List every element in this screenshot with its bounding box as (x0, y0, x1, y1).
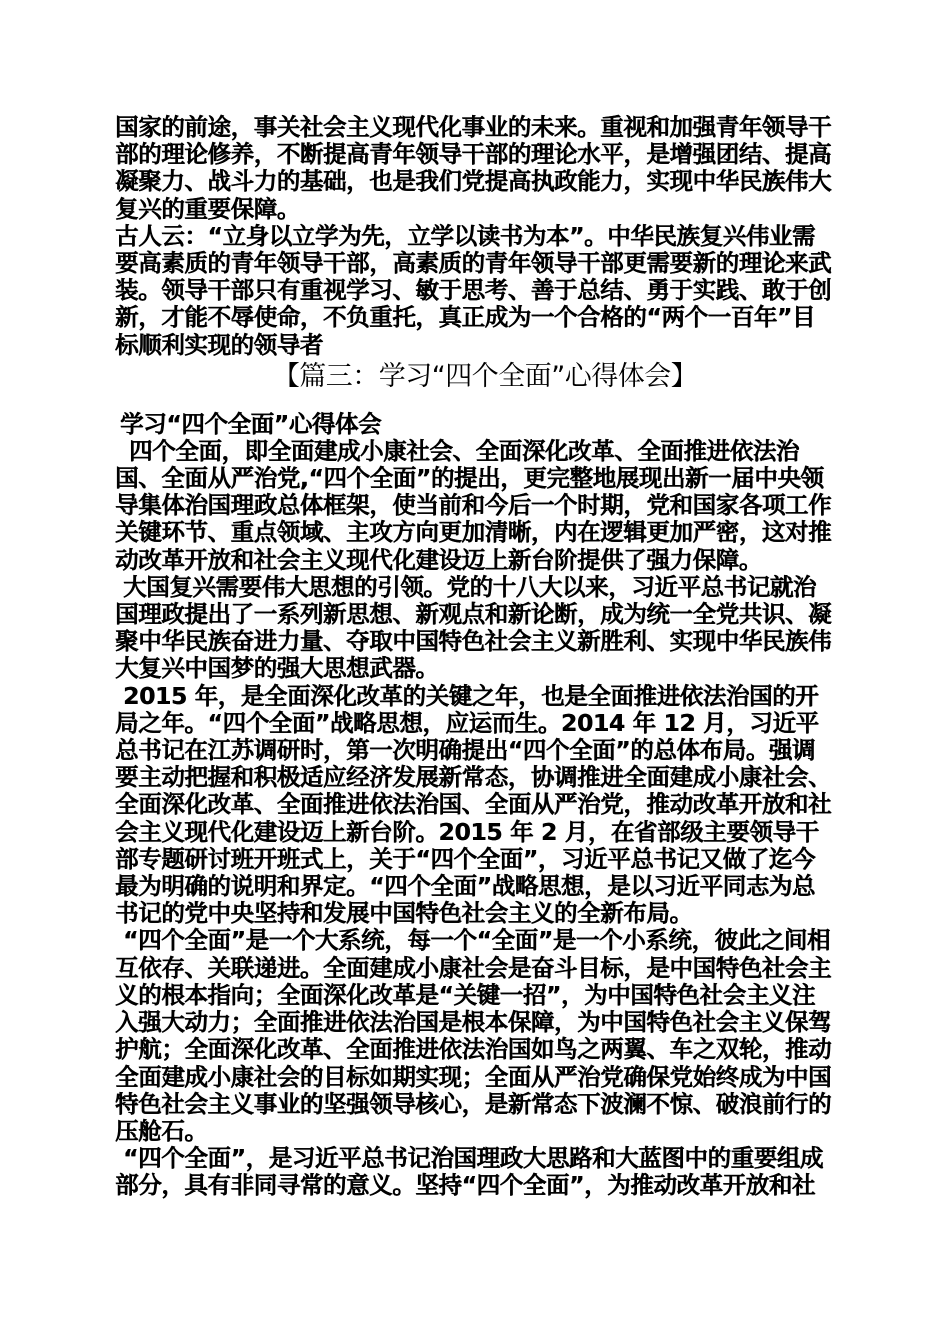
document-page (115, 114, 837, 1200)
body-paragraph: 2015 年，是全面深化改革的关键之年，也是全面推进依法治国的开局之年。“四个全面”战略思想，应运而生。2014 年 12 月，习近平总书记在江苏调研时，第一次明确提出“四个全面”的总体布局。强调要主动把握和积极适应经济发展新常态，协调推进全面建成小康社会、全面深化改革、全面推进依法治国、全面从严治党，推动改革开放和社会主义现代化建设迈上新台阶。2015 年 2 月，在省部级主要领导干部专题研讨班开班式上，关于“四个全面”，习近平总书记又做了迄今最为明确的说明和界定。“四个全面”战略思想，是以习近平同志为总书记的党中央坚持和发展中国特色社会主义的全新布局。 (115, 681, 832, 928)
body-paragraph: “四个全面”是一个大系统，每一个“全面”是一个小系统，彼此之间相互依存、关联递进。全面建成小康社会是奋斗目标，是中国特色社会主义的根本指向；全面深化改革是“关键一招”，为中国特色社会主义注入强大动力；全面推进依法治国是根本保障，为中国特色社会主义保驾护航；全面深化改革、全面推进依法治国如鸟之两翼、车之双轮，推动全面建成小康社会的目标如期实现；全面从严治党确保党始终成为中国特色社会主义事业的坚强领导核心，是新常态下波澜不惊、破浪前行的压舱石。 (115, 926, 832, 1145)
body-paragraph: “四个全面”，是习近平总书记治国理政大思路和大蓝图中的重要组成部分，具有非同寻常的意义。坚持“四个全面”，为推动改革开放和社 (115, 1144, 823, 1200)
section-title: 【篇三：学习“四个全面”心得体会】 (272, 360, 698, 392)
intro-paragraph: 古人云：“立身以立学为先，立学以读书为本”。中华民族复兴伟业需要高素质的青年领导干部，高素质的青年领导干部更需要新的理论来武装。领导干部只有重视学习、敏于思考、善于总结、勇于实践、敢于创新，才能不辱使命，不负重托，真正成为一个合格的“两个一百年”目标顺利实现的领导者 (115, 221, 832, 359)
article-title: 学习“四个全面”心得体会 (120, 409, 382, 438)
body-paragraph: 四个全面，即全面建成小康社会、全面深化改革、全面推进依法治国、全面从严治党,“四个全面”的提出，更完整地展现出新一届中央领导集体治国理政总体框架，使当前和今后一个时期，党和国家各项工作关键环节、重点领域、主攻方向更加清晰，内在逻辑更加严密，这对推动改革开放和社会主义现代化建设迈上新台阶提供了强力保障。 (115, 436, 832, 574)
intro-paragraph: 国家的前途，事关社会主义现代化事业的未来。重视和加强青年领导干部的理论修养，不断提高青年领导干部的理论水平，是增强团结、提高凝聚力、战斗力的基础，也是我们党提高执政能力，实现中华民族伟大复兴的重要保障。 (115, 113, 832, 223)
body-paragraph: 大国复兴需要伟大思想的引领。党的十八大以来，习近平总书记就治国理政提出了一系列新思想、新观点和新论断，成为统一全党共识、凝聚中华民族奋进力量、夺取中国特色社会主义新胜利、实现中华民族伟大复兴中国梦的强大思想武器。 (115, 572, 832, 683)
